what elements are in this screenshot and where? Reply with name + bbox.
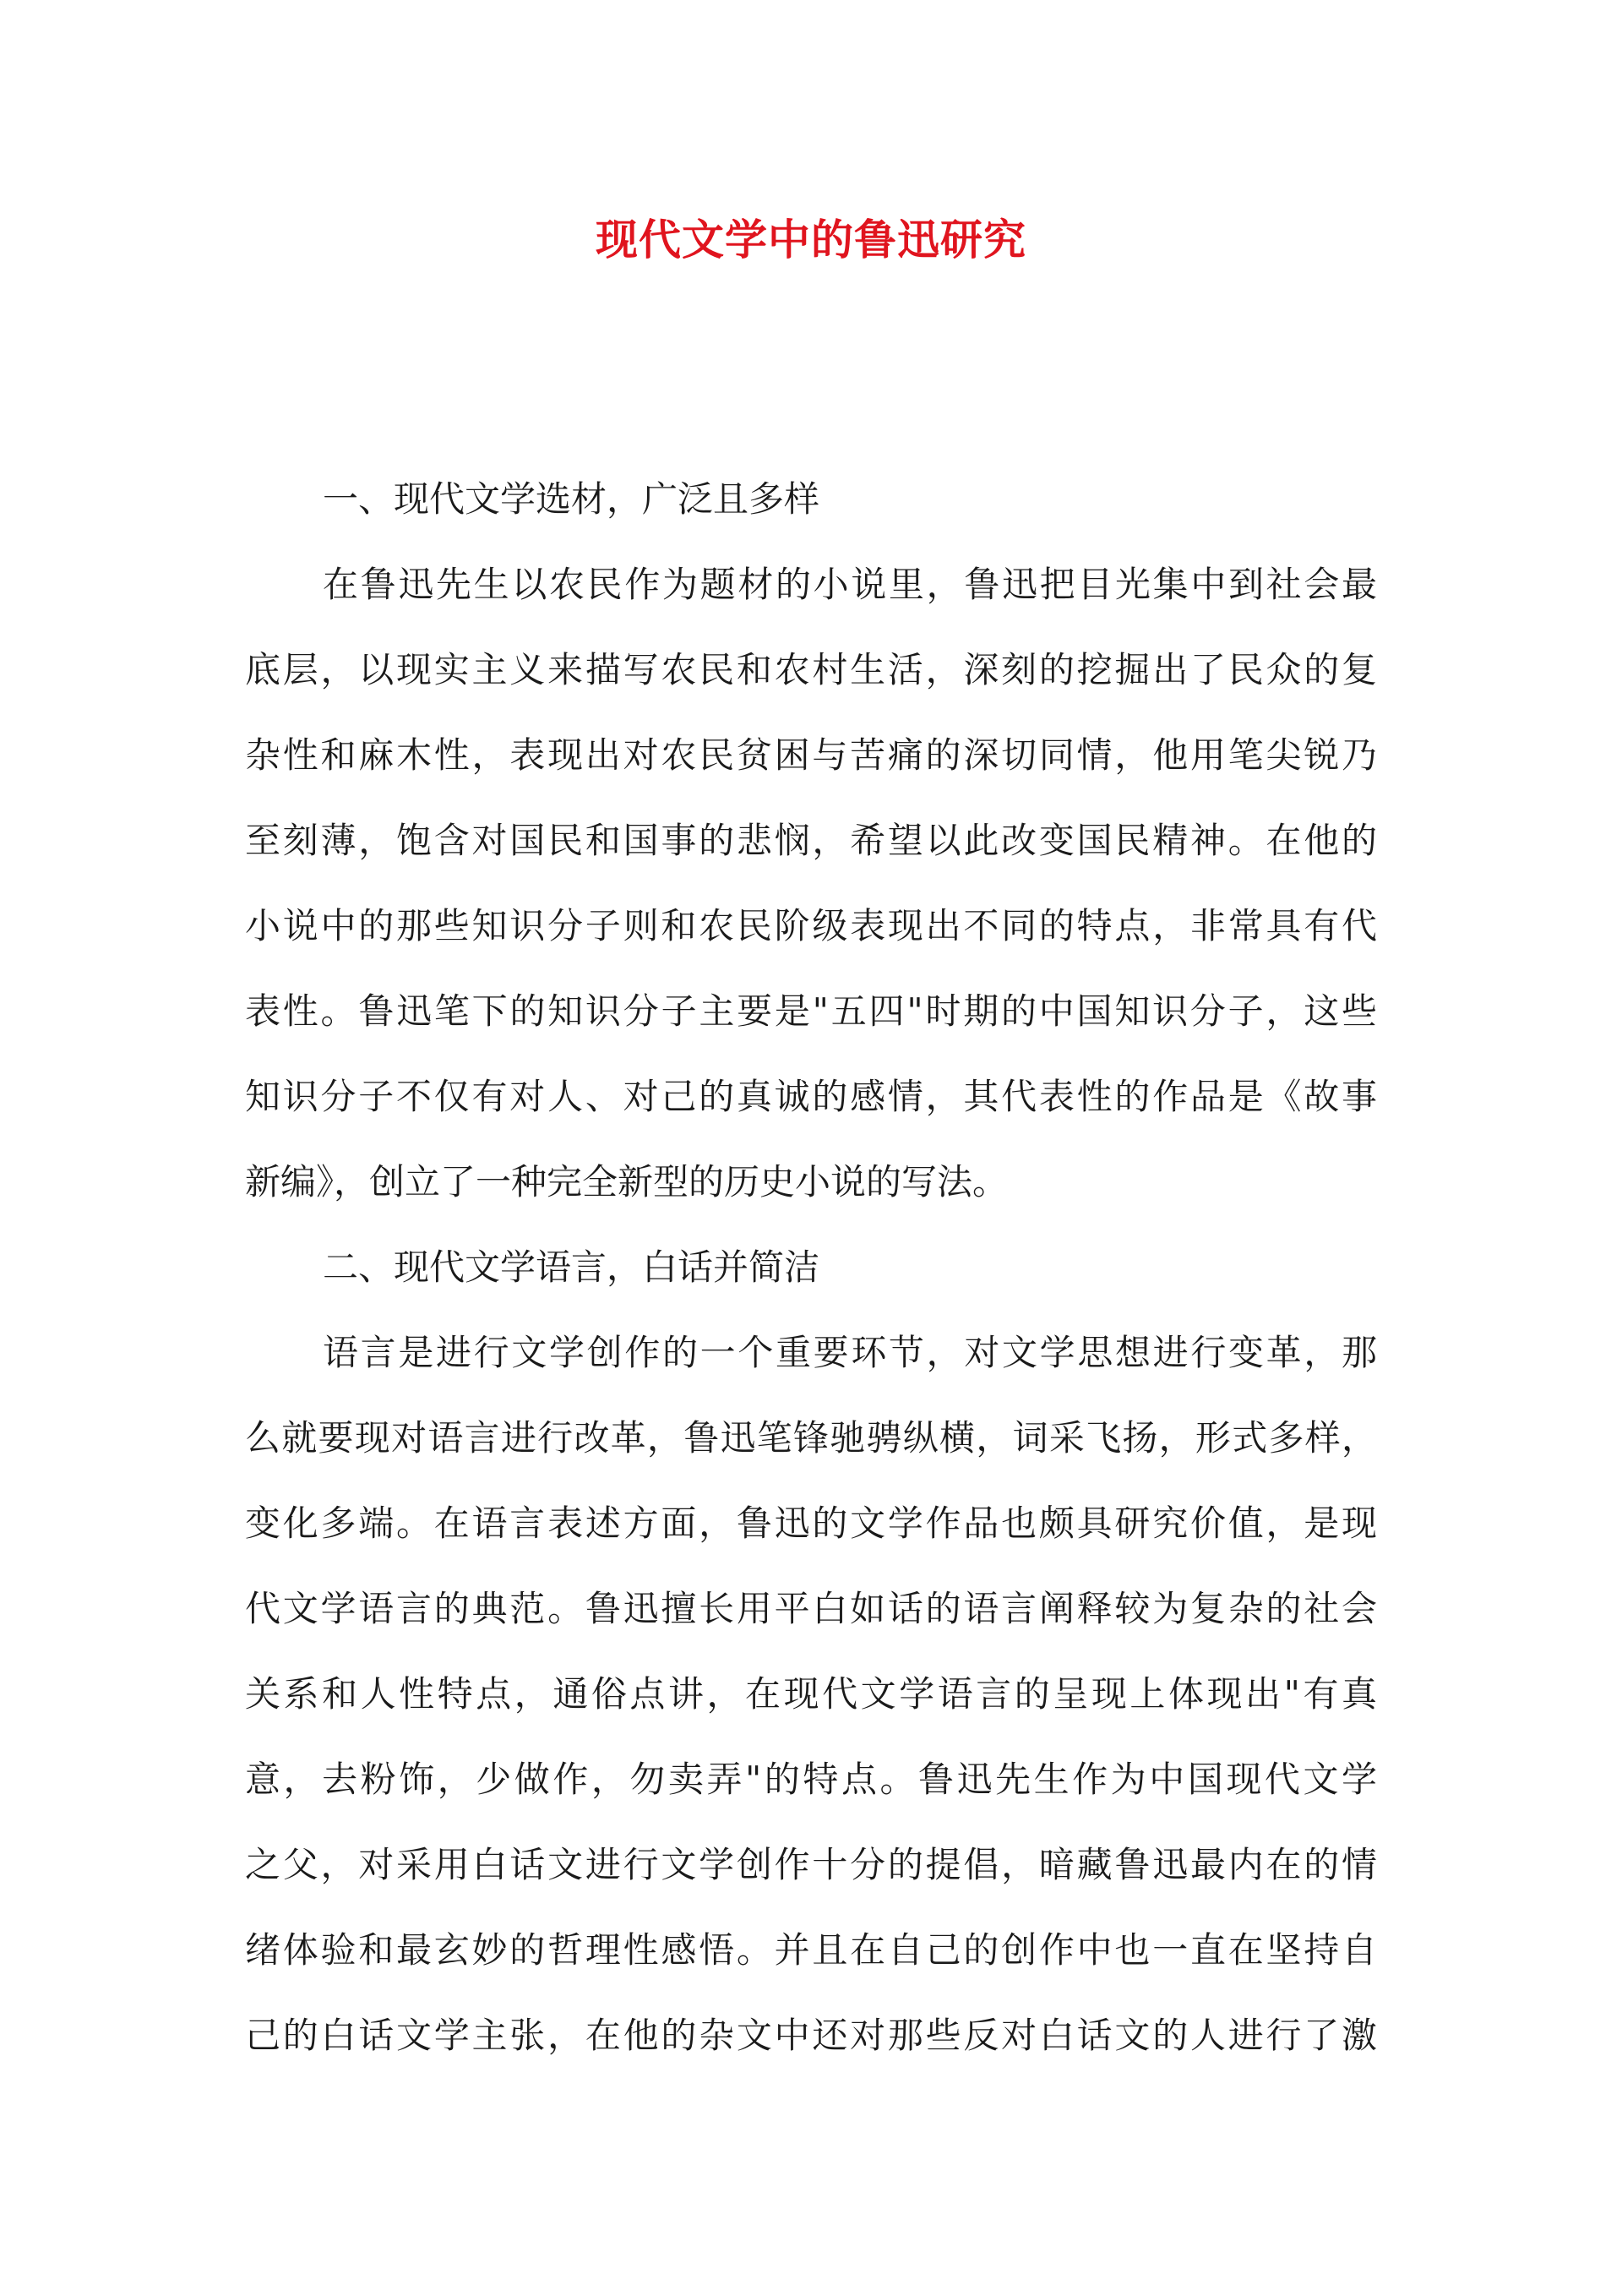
paragraph-1-line-4: 至刻薄，饱含对国民和国事的悲悯，希望以此改变国民精神。在他的 [245,820,1377,861]
paragraph-1-line-8: 新编》，创立了一种完全新型的历史小说的写法。 [245,1161,1009,1203]
paragraph-2-line-2: 么就要现对语言进行改革，鲁迅笔锋驰骋纵横，词采飞扬，形式多样， [245,1417,1377,1459]
paragraph-2-line-8: 绪体验和最玄妙的哲理性感悟。并且在自己的创作中也一直在坚持自 [245,1929,1377,1971]
document-body [245,469,1377,2091]
section-heading-2: 二、现代文学语言，白话并简洁 [323,1246,820,1288]
paragraph-2-line-5: 关系和人性特点，通俗点讲，在现代文学语言的呈现上体现出"有真 [245,1673,1377,1715]
paragraph-1-line-1: 在鲁迅先生以农民作为题材的小说里，鲁迅把目光集中到社会最 [323,564,1377,605]
paragraph-2-line-1: 语言是进行文学创作的一个重要环节，对文学思想进行变革，那 [323,1332,1377,1373]
paragraph-1-line-6: 表性。鲁迅笔下的知识分子主要是"五四"时期的中国知识分子，这些 [245,990,1377,1032]
paragraph-1-line-5: 小说中的那些知识分子则和农民阶级表现出不同的特点，非常具有代 [245,905,1377,946]
paragraph-1-line-7: 知识分子不仅有对人、对己的真诚的感情，其代表性的作品是《故事 [245,1076,1377,1117]
paragraph-1-line-3: 杂性和麻木性，表现出对农民贫困与苦痛的深切同情，他用笔尖锐乃 [245,734,1377,776]
paragraph-2-line-6: 意，去粉饰，少做作，勿卖弄"的特点。鲁迅先生作为中国现代文学 [245,1759,1377,1800]
paragraph-2-line-9: 己的白话文学主张，在他的杂文中还对那些反对白话文的人进行了激 [245,2015,1377,2056]
paragraph-2-line-3: 变化多端。在语言表述方面，鲁迅的文学作品也颇具研究价值，是现 [245,1502,1377,1544]
section-heading-1: 一、现代文学选材，广泛且多样 [323,478,820,520]
paragraph-2-line-4: 代文学语言的典范。鲁迅擅长用平白如话的语言阐释较为复杂的社会 [245,1588,1377,1629]
paragraph-1-line-2: 底层，以现实主义来描写农民和农村生活，深刻的挖掘出了民众的复 [245,649,1377,690]
document-title: 现代文学中的鲁迅研究 [596,215,1026,265]
paragraph-2-line-7: 之父，对采用白话文进行文学创作十分的提倡，暗藏鲁迅最内在的情 [245,1844,1377,1885]
